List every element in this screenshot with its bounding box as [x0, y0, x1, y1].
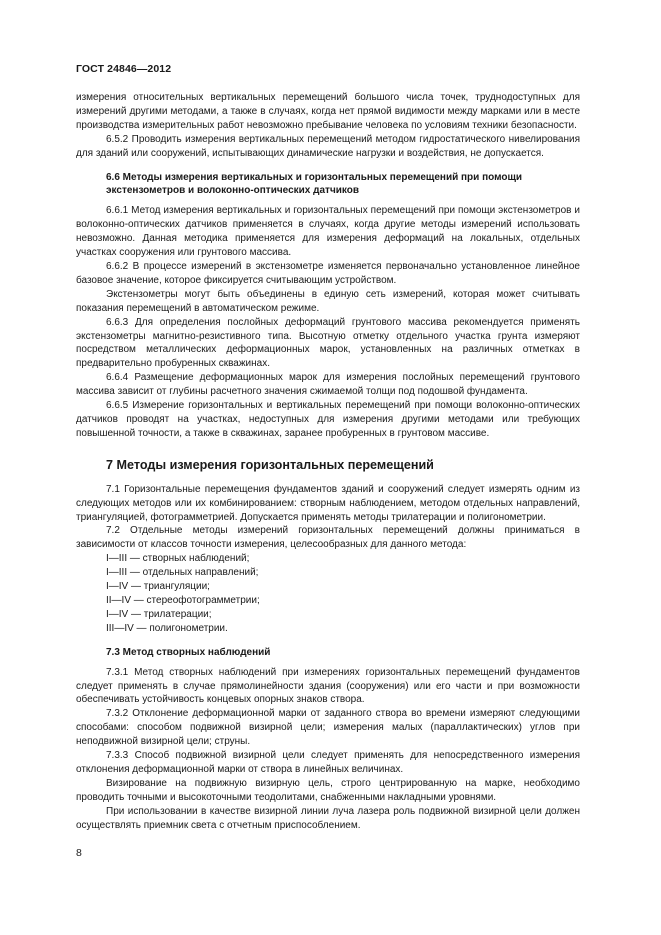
list-item: I—III — отдельных направлений; — [106, 567, 259, 579]
list-item: II—IV — стереофотограмметрии; — [106, 595, 260, 606]
paragraph-sighting: Визирование на подвижную визирную цель, строго центрированную на марке, необходимо проводить точными и высокоточными теодолитами, снабженными накладными уровнями. — [76, 777, 580, 803]
document-header: ГОСТ 24846—2012 — [76, 63, 172, 75]
paragraph-continued: измерения относительных вертикальных перемещений большого числа точек, труднодоступных для измерений другими методами, а также в случаях, когда нет прямой видимости между марками или в месте производства измерительных работ невозможно пребывание человека по условиям техники безопасности. — [76, 92, 580, 131]
paragraph-laser: При использовании в качестве визирной линии луча лазера роль подвижной визирной цели должен осуществлять приемник света с отчетным приспособлением. — [76, 805, 580, 831]
list-item: I—IV — трилатерации; — [106, 608, 212, 620]
page-number: 8 — [76, 847, 82, 859]
section-heading-7-3: 7.3 Метод створных наблюдений — [106, 646, 271, 658]
chapter-heading-7: 7 Методы измерения горизонтальных перемещений — [106, 457, 434, 472]
paragraph-7-3-2: 7.3.2 Отклонение деформационной марки от заданного створа во времени измеряют следующими способами: способом подвижной визирной цели; измерения малых (параллактических) углов при неподвижной визирной цели; струны. — [76, 708, 580, 748]
paragraph-6-6-4: 6.6.4 Размещение деформационных марок для измерения послойных перемещений грунтового массива зависит от глубины расчетного значения сжимаемой толщи под подошвой фундамента. — [76, 372, 580, 398]
paragraph-7-3-3: 7.3.3 Способ подвижной визирной цели следует применять для непосредственного измерения отклонения деформационной марки от створа в линейных величинах. — [76, 750, 580, 775]
paragraph-6-5-2: 6.5.2 Проводить измерения вертикальных перемещений методом гидростатического нивелирования для зданий или сооружений, испытывающих динамические нагрузки и воздействия, не допускается. — [76, 133, 580, 159]
document-body — [76, 91, 580, 833]
paragraph-7-2: 7.2 Отдельные методы измерений горизонтальных перемещений должны приниматься в зависимости от классов точности измерения, целесообразных для данного метода: — [76, 525, 580, 551]
paragraph-7-3-1: 7.3.1 Метод створных наблюдений при измерениях горизонтальных перемещений фундаментов следует применять в случае прямолинейности здания (сооружения) или его части и при возможности обеспечивать устойчивость концевых опорных знаков створа. — [76, 666, 580, 706]
paragraph-6-6-5: 6.6.5 Измерение горизонтальных и вертикальных перемещений при помощи волоконно-оптических датчиков проводят на участках, недоступных для измерения другими методами или требующих повышенной точности, а также в скважинах, заранее пробуренных в грунтовом массиве. — [76, 400, 580, 439]
paragraph-6-6-3: 6.6.3 Для определения послойных деформаций грунтового массива рекомендуется применять экстензометры магнитно-резистивного типа. Высотную отметку отдельного участка грунта измеряют посредством металлических деформационных марок, установленных на различных отметках в предварительно пробуренных скважинах. — [76, 316, 580, 370]
paragraph-6-6-2: 6.6.2 В процессе измерений в экстензометре изменяется первоначально установленное линейное базовое значение, которое фиксируется считывающим устройством. — [76, 260, 580, 286]
list-item: I—III — створных наблюдений; — [106, 553, 250, 565]
paragraph-7-1: 7.1 Горизонтальные перемещения фундаментов зданий и сооружений следует измерять одним из следующих методов или их комбинированием: створным наблюдением, методом отдельных направлений, триангуляцией, фотограмметрией. Допускается применять методы трилатерации и полигонометрии. — [76, 483, 580, 523]
paragraph-6-6-1: 6.6.1 Метод измерения вертикальных и горизонтальных перемещений при помощи экстензометров и волоконно-оптических датчиков применяется в случаях, когда другие методы измерений использовать невозможно. Данная методика применяется для измерения деформаций на локальных, отдельных участках сооружения или грунтового массива. — [76, 205, 580, 259]
paragraph-extensometers: Экстензометры могут быть объединены в единую сеть измерений, которая может считывать показания перемещений в автоматическом режиме. — [76, 288, 580, 314]
list-item: I—IV — триангуляции; — [106, 581, 210, 593]
list-item: III—IV — полигонометрии. — [106, 622, 228, 634]
section-heading-6-6: 6.6 Методы измерения вертикальных и горизонтальных перемещений при помощи экстензометров и волоконно-оптических датчиков — [106, 171, 523, 197]
